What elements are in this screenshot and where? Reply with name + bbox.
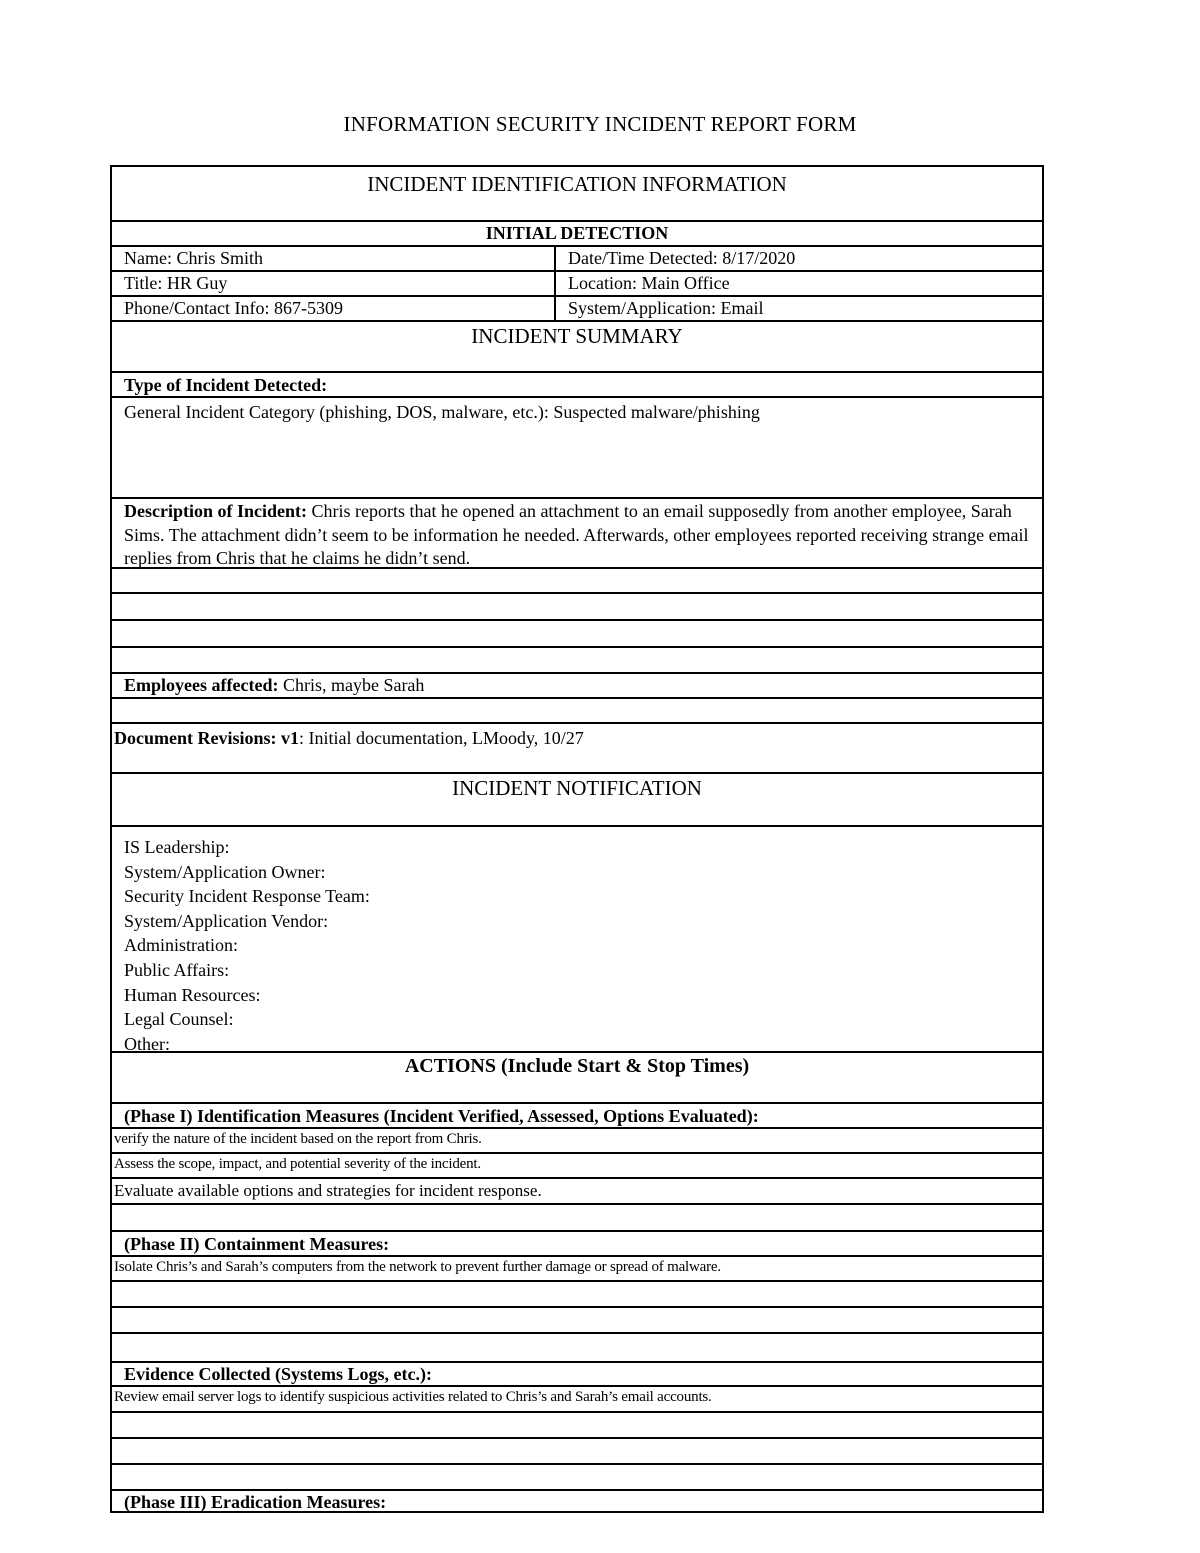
notify-administration: Administration: (124, 935, 238, 956)
notification-header: INCIDENT NOTIFICATION (110, 772, 1044, 825)
document-revisions (110, 722, 1044, 772)
page-title: INFORMATION SECURITY INCIDENT REPORT FORM (343, 112, 857, 136)
reporter-title: Title: HR Guy (112, 272, 556, 295)
phase3-label: (Phase III) Eradication Measures: (110, 1489, 1044, 1513)
summary-header: INCIDENT SUMMARY (110, 320, 1044, 371)
phone-system-row (110, 295, 1044, 320)
blank-row (110, 567, 1044, 592)
phase1-item: Assess the scope, impact, and potential severity of the incident. (110, 1152, 1044, 1177)
phase1-item: Evaluate available options and strategies for incident response. (110, 1177, 1044, 1203)
notify-public-affairs: Public Affairs: (124, 959, 230, 980)
notify-legal-counsel: Legal Counsel: (124, 1009, 234, 1030)
revisions-label: Document Revisions: v1 (114, 728, 299, 748)
evidence-item: Review email server logs to identify suspicious activities related to Chris’s and Sarah’s email accounts. (110, 1385, 1044, 1411)
blank-row (110, 1280, 1044, 1306)
description-text: Chris reports that he opened an attachment to an email supposedly from another employee, Sarah Sims. The attachment didn’t seem to be information he needed. Afterwards, other employees reported receiving strange email replies from Chris that he claims he didn’t send. (124, 501, 1029, 567)
initial-detection-header: INITIAL DETECTION (110, 220, 1044, 245)
phone-contact: Phone/Contact Info: 867-5309 (112, 297, 556, 320)
blank-row (110, 1203, 1044, 1230)
title-location-row (110, 270, 1044, 295)
employees-affected (110, 672, 1044, 697)
blank-row (110, 697, 1044, 722)
phase2-item: Isolate Chris’s and Sarah’s computers from the network to prevent further damage or spread of malware. (110, 1255, 1044, 1280)
notification-list (110, 825, 1044, 1051)
blank-row (110, 1463, 1044, 1489)
notify-human-resources: Human Resources: (124, 984, 261, 1005)
notify-system-owner: System/Application Owner: (124, 861, 326, 882)
location: Location: Main Office (568, 273, 730, 293)
date-time-detected: Date/Time Detected: 8/17/2020 (568, 248, 796, 268)
name-date-row (110, 245, 1044, 270)
system-application: System/Application: Email (568, 298, 764, 318)
phase1-label: (Phase I) Identification Measures (Incident Verified, Assessed, Options Evaluated): (110, 1102, 1044, 1127)
phase2-label: (Phase II) Containment Measures: (110, 1230, 1044, 1255)
type-of-incident-label: Type of Incident Detected: (110, 371, 1044, 396)
incident-description (110, 497, 1044, 567)
notify-response-team: Security Incident Response Team: (124, 886, 370, 907)
notify-is-leadership: IS Leadership: (124, 837, 230, 857)
phase1-item: verify the nature of the incident based on the report from Chris. (110, 1127, 1044, 1152)
incident-report-form (110, 165, 1044, 1513)
incident-category: General Incident Category (phishing, DOS, malware, etc.): Suspected malware/phishing (110, 396, 1044, 497)
blank-row (110, 1332, 1044, 1361)
employees-label: Employees affected: (124, 675, 279, 695)
blank-row (110, 619, 1044, 646)
description-label: Description of Incident: (124, 501, 307, 521)
identification-header: INCIDENT IDENTIFICATION INFORMATION (110, 165, 1044, 220)
actions-header: ACTIONS (Include Start & Stop Times) (110, 1051, 1044, 1102)
blank-row (110, 592, 1044, 619)
employees-value: Chris, maybe Sarah (278, 675, 425, 695)
blank-row (110, 1437, 1044, 1463)
notify-vendor: System/Application Vendor: (124, 910, 329, 931)
notify-other: Other: (124, 1033, 170, 1051)
reporter-name: Name: Chris Smith (112, 247, 556, 270)
blank-row (110, 1411, 1044, 1437)
evidence-label: Evidence Collected (Systems Logs, etc.): (110, 1361, 1044, 1385)
blank-row (110, 1306, 1044, 1332)
blank-row (110, 646, 1044, 672)
revisions-value: : Initial documentation, LMoody, 10/27 (299, 728, 584, 748)
